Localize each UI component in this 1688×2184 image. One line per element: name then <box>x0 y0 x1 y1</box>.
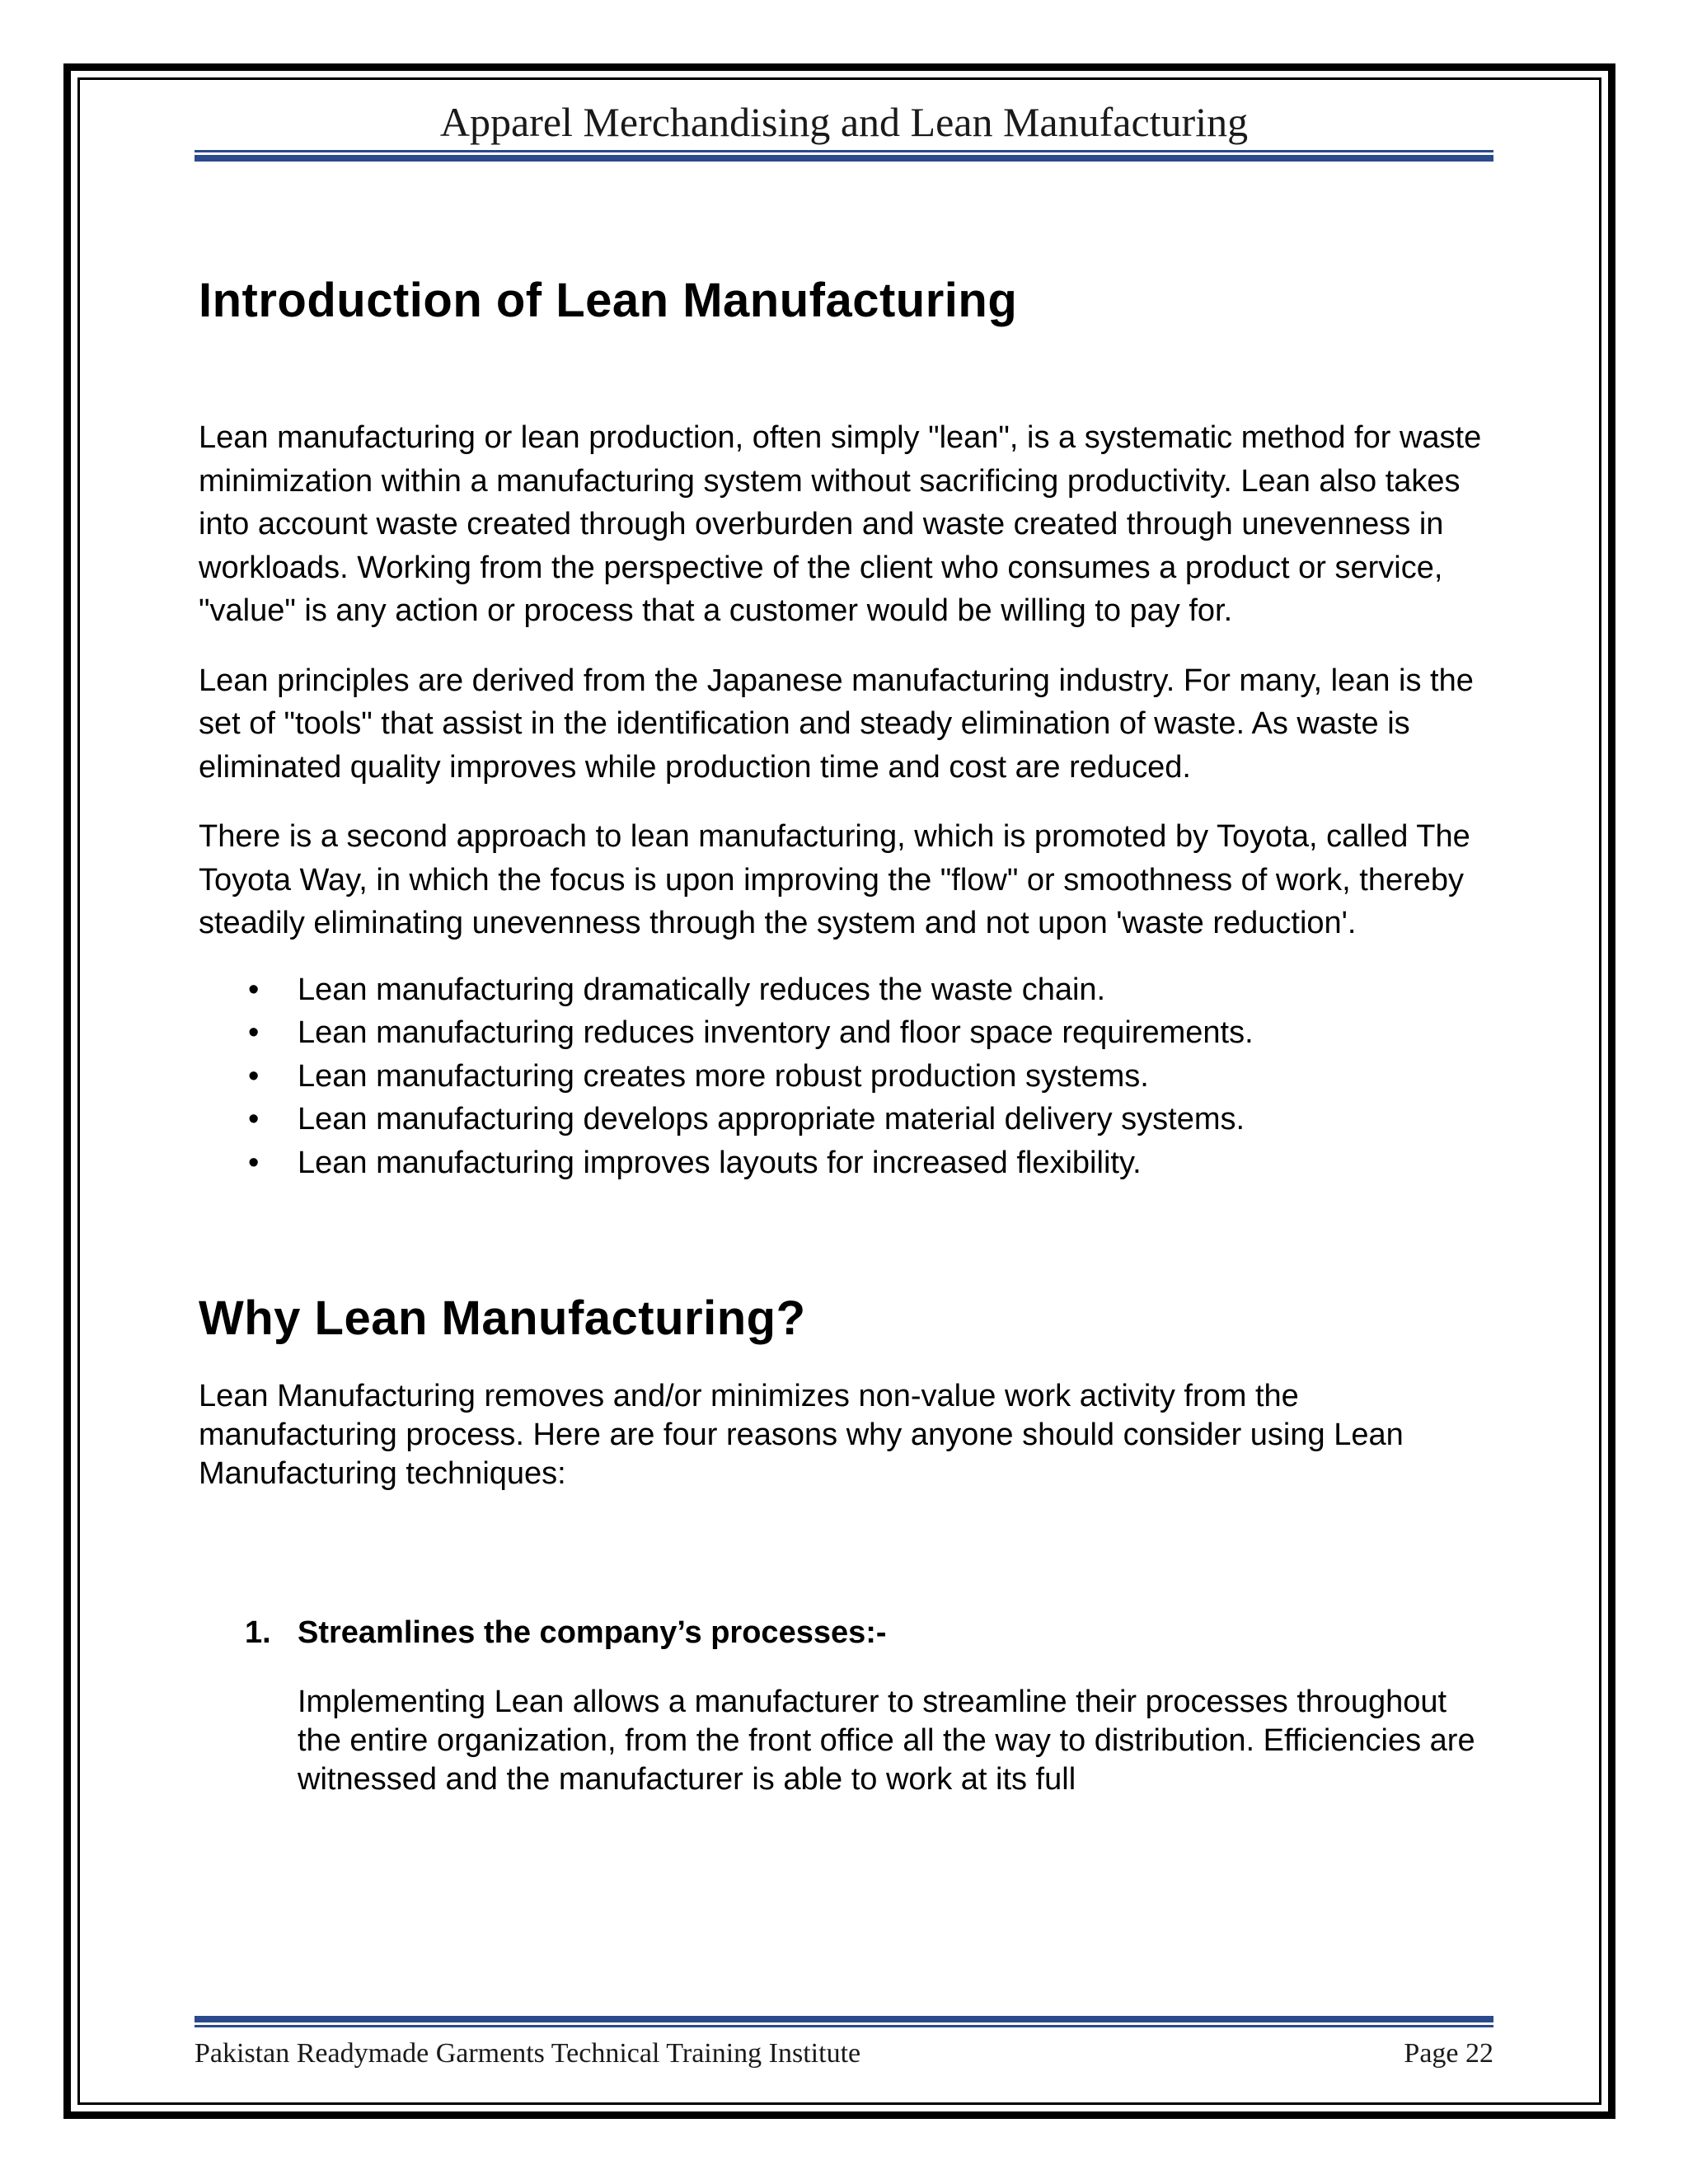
bullet-icon: • <box>248 972 260 1007</box>
list-item: • Lean manufacturing dramatically reduces the waste chain. <box>199 968 1489 1012</box>
footer-institute: Pakistan Readymade Garments Technical Training Institute <box>195 2038 861 2069</box>
intro-paragraph-1: Lean manufacturing or lean production, often simply "lean", is a systematic method for waste minimization within a manufacturing system without sacrificing productivity. Lean also takes into account waste created through overburden and waste created through unevenness in workloads. Working from the perspective of the client who consumes a product or service, "value" is any action or process that a customer would be willing to pay for. <box>199 420 1482 628</box>
list-item: • Lean manufacturing develops appropriate material delivery systems. <box>199 1098 1489 1141</box>
reason-item-1 <box>199 1611 1489 1799</box>
why-heading: Why Lean Manufacturing? <box>199 1291 806 1345</box>
main-content <box>199 272 1489 1799</box>
page-number: Page 22 <box>1404 2038 1493 2069</box>
reason-title: Streamlines the company’s processes:- <box>298 1615 887 1650</box>
bullet-icon: • <box>248 1015 260 1050</box>
reason-body: Implementing Lean allows a manufacturer to streamline their processes throughout the entire organization, from the front office all the way to distribution. Efficiencies are witnessed and the manufacturer is able to work at its full <box>298 1684 1475 1797</box>
benefits-list <box>199 968 1489 1185</box>
list-item: • Lean manufacturing improves layouts for increased flexibility. <box>199 1141 1489 1185</box>
bullet-icon: • <box>248 1058 260 1094</box>
list-item: • Lean manufacturing reduces inventory and floor space requirements. <box>199 1011 1489 1055</box>
footer-rule <box>195 2016 1493 2027</box>
reason-number: 1. <box>245 1615 271 1650</box>
header-title: Apparel Merchandising and Lean Manufacturing <box>439 99 1249 145</box>
list-item: • Lean manufacturing creates more robust production systems. <box>199 1055 1489 1099</box>
footer <box>195 2037 1493 2070</box>
bullet-icon: • <box>248 1145 260 1180</box>
why-paragraph: Lean Manufacturing removes and/or minimizes non-value work activity from the manufacturing process. Here are four reasons why anyone should consider using Lean Manufacturing techniques: <box>199 1379 1404 1491</box>
bullet-icon: • <box>248 1102 260 1137</box>
header-rule <box>195 150 1493 162</box>
intro-paragraph-3: There is a second approach to lean manufacturing, which is promoted by Toyota, called The Toyota Way, in which the focus is upon improving the "flow" or smoothness of work, thereby steadily eliminating unevenness through the system and not upon 'waste reduction'. <box>199 819 1470 940</box>
intro-paragraph-2: Lean principles are derived from the Japanese manufacturing industry. For many, lean is the set of "tools" that assist in the identification and steady elimination of waste. As waste is eliminated quality improves while production time and cost are reduced. <box>199 663 1474 785</box>
intro-heading: Introduction of Lean Manufacturing <box>199 274 1018 327</box>
